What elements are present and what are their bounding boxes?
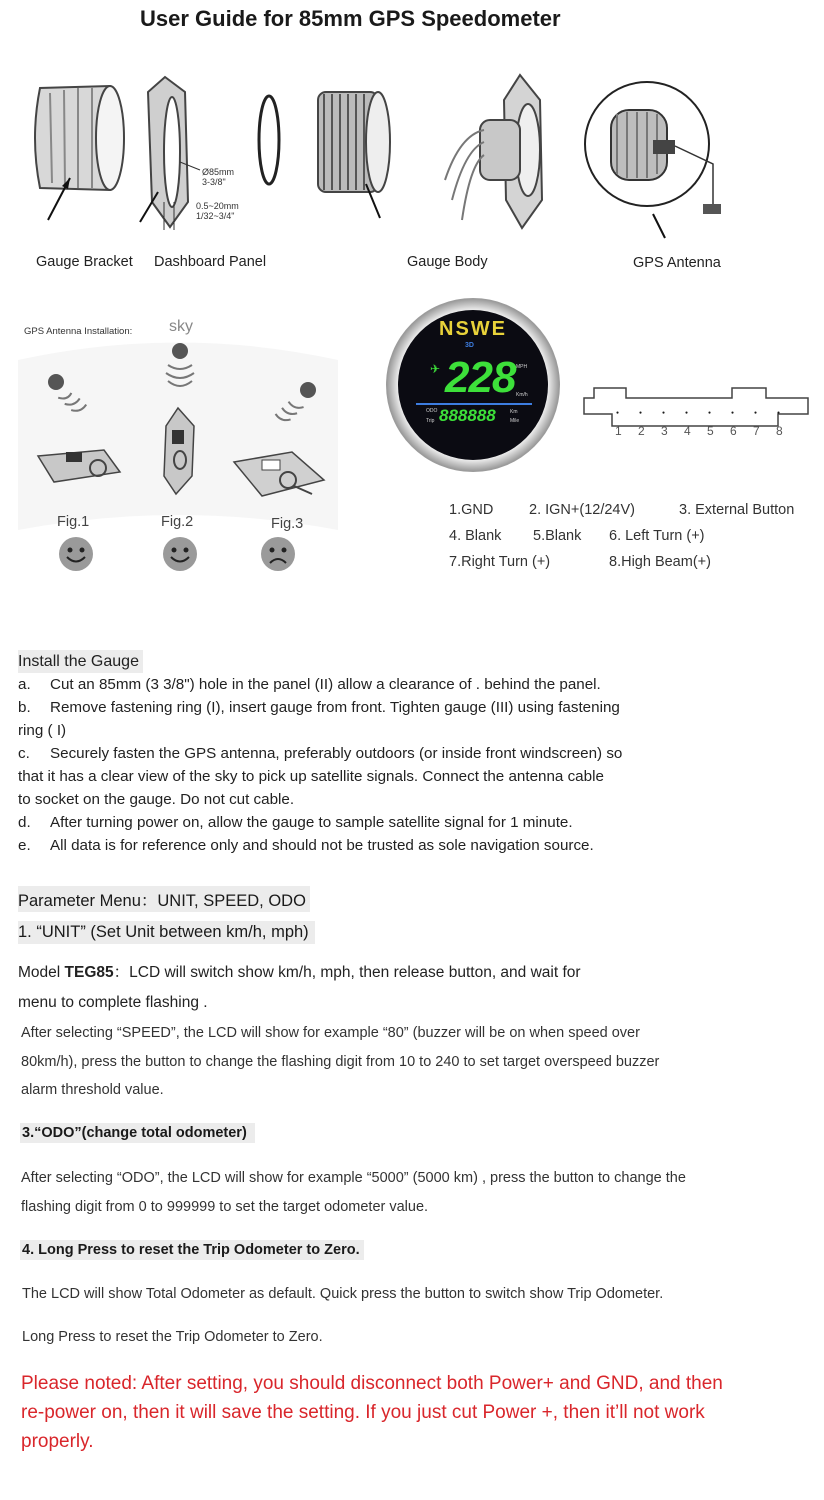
odometer-readout: 888888: [439, 406, 496, 425]
odo-description: After selecting “ODO”, the LCD will show for example “5000” (5000 km) , press the button to change the flashing digit from 0 to 999999 to set the target odometer value.: [21, 1170, 686, 1215]
odo-unit-bottom-label: Mile: [510, 418, 520, 424]
fastening-ring-drawing: [312, 84, 392, 224]
compass-readout: NSWE: [439, 318, 507, 340]
antenna-mount-fig2: [160, 406, 200, 496]
smiley-sad-icon-fig3: [260, 536, 296, 572]
antenna-mount-fig1: [34, 446, 124, 486]
install-step-c: c. Securely fasten the GPS antenna, preferably outdoors (or inside front windscreen) so: [18, 745, 623, 762]
pin-number: 7: [753, 424, 760, 438]
pin-number: 2: [638, 424, 645, 438]
pin-number: 5: [707, 424, 714, 438]
odo-unit-top-label: Km: [510, 409, 518, 415]
label-dashboard-panel: Dashboard Panel: [154, 254, 267, 270]
install-heading: Install the Gauge: [18, 650, 143, 673]
o-ring-drawing: [255, 92, 285, 192]
page-title: User Guide for 85mm GPS Speedometer: [140, 6, 561, 31]
install-step-a: a. Cut an 85mm (3 3/8") hole in the panel (II) allow a clearance of . behind the panel.: [18, 676, 601, 693]
thickness-dimension: 0.5~20mm 1/32~3/4": [196, 201, 239, 221]
satellite-icon-center: [164, 343, 204, 393]
label-gauge-bracket: Gauge Bracket: [36, 254, 133, 270]
trip-reset-heading: 4. Long Press to reset the Trip Odometer to Zero.: [20, 1240, 364, 1260]
speed-readout: 228: [445, 353, 516, 402]
install-step-b-cont: ring ( I): [18, 722, 67, 739]
label-gauge-body: Gauge Body: [407, 254, 488, 270]
install-step-b: b. Remove fastening ring (I), insert gauge from front. Tighten gauge (III) using fastening: [18, 699, 620, 716]
pin-number: 6: [730, 424, 737, 438]
pin-number: 8: [776, 424, 783, 438]
pin-number: 1: [615, 424, 622, 438]
gps-antenna-closeup-drawing: [583, 74, 723, 244]
pin-2-label: 2. IGN+(12/24V): [529, 502, 635, 518]
pin-number: 4: [684, 424, 691, 438]
install-step-d: d. After turning power on, allow the gauge to sample satellite signal for 1 minute.: [18, 814, 573, 831]
fig1-label: Fig.1: [57, 514, 90, 530]
antenna-installation-heading: GPS Antenna Installation:: [24, 326, 133, 337]
install-step-e: e. All data is for reference only and should not be trusted as sole navigation source.: [18, 837, 594, 854]
pin-4-label: 4. Blank: [449, 528, 502, 544]
satellite-icon-right: [286, 380, 326, 430]
diameter-dimension: Ø85mm 3-3/8": [202, 167, 235, 187]
unit-heading: 1. “UNIT” (Set Unit between km/h, mph): [18, 921, 315, 944]
trip-description: The LCD will show Total Odometer as default. Quick press the button to switch show Trip Odometer.: [22, 1286, 664, 1302]
satellite-signal-icon: ✈: [430, 362, 441, 376]
pin-7-label: 7.Right Turn (+): [449, 554, 551, 570]
install-step-c-cont2: to socket on the gauge. Do not cut cable.: [18, 791, 295, 808]
parameter-menu-heading: Parameter Menu：UNIT, SPEED, ODO: [18, 886, 310, 912]
speed-description: After selecting “SPEED”, the LCD will show for example “80” (buzzer will be on when speed over 80km/h), press the button to change the flashing digit from 10 to 240 to set target overspeed buzzer alarm threshold value.: [21, 1025, 660, 1098]
install-section: [18, 650, 708, 857]
smiley-happy-icon-fig2: [162, 536, 198, 572]
gauge-face: [386, 298, 560, 472]
fig3-label: Fig.3: [271, 516, 304, 532]
pin-number: 3: [661, 424, 668, 438]
install-step-c-cont: that it has a clear view of the sky to pick up satellite signals. Connect the antenna cable: [18, 768, 604, 785]
unit-top-label: MPH: [516, 364, 528, 370]
satellite-icon-left: [44, 372, 84, 422]
pin-1-label: 1.GND: [449, 502, 494, 518]
pin-6-label: 6. Left Turn (+): [609, 528, 705, 544]
pin-8-label: 8.High Beam(+): [609, 554, 711, 570]
antenna-mount-fig3: [232, 450, 327, 500]
pin-5-label: 5.Blank: [533, 528, 582, 544]
trip-reset-description: Long Press to reset the Trip Odometer to Zero.: [22, 1329, 323, 1345]
sky-label: sky: [169, 318, 193, 335]
display-divider: [416, 403, 532, 405]
label-gps-antenna: GPS Antenna: [633, 255, 721, 271]
unit-bottom-label: Km/h: [516, 392, 528, 398]
pin-3-label: 3. External Button: [679, 502, 795, 518]
setting-save-note: Please noted: After setting, you should disconnect both Power+ and GND, and then re-power on, then it will save the setting. If you just cut Power +, then it’ll not work properly.: [21, 1373, 723, 1452]
odo-heading: 3.“ODO”(change total odometer): [20, 1123, 255, 1143]
smiley-happy-icon-fig1: [58, 536, 94, 572]
gauge-bracket-drawing: [30, 78, 120, 228]
fig2-label: Fig.2: [161, 514, 194, 530]
model-description: Model TEG85：LCD will switch show km/h, mph, then release button, and wait for menu to complete flashing .: [18, 964, 581, 1011]
gauge-body-drawing: [440, 70, 560, 235]
odo-label: ODO: [426, 408, 438, 414]
trip-label: Trip: [426, 418, 435, 424]
3d-fix-indicator-icon: 3D: [465, 342, 474, 349]
